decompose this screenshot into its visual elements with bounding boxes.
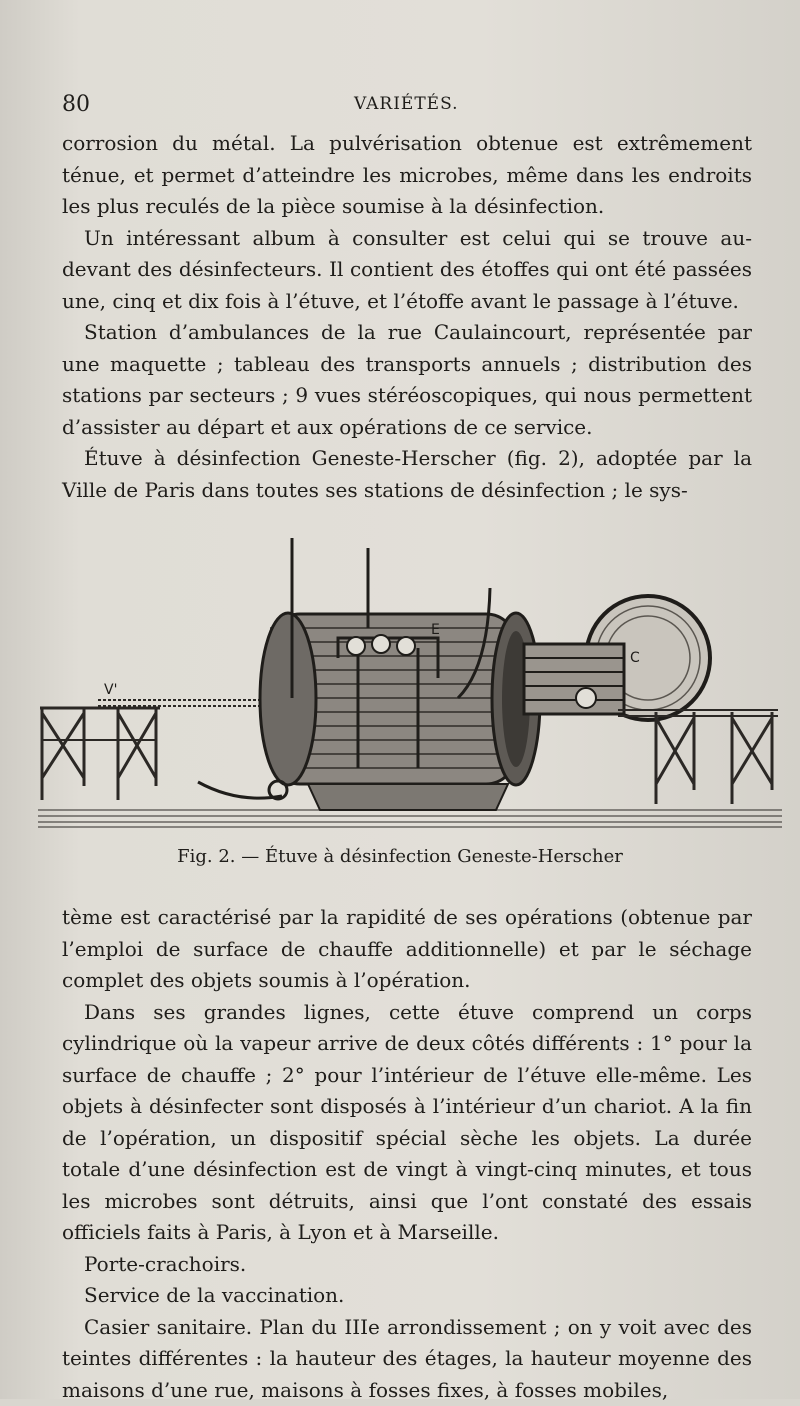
- loading-carriage: [524, 644, 624, 714]
- pressure-gauges: [347, 635, 415, 655]
- label-v-prime: V': [104, 682, 117, 698]
- oven-base: [198, 781, 508, 810]
- paragraph: Étuve à désinfection Geneste-Herscher (fig. 2), adoptée par la Ville de Paris dans toutes ses stations de désinfection ; le sys-: [62, 443, 752, 506]
- paragraph: Service de la vaccination.: [62, 1280, 752, 1312]
- right-trestle: [656, 712, 772, 804]
- running-head: VARIÉTÉS.: [354, 94, 459, 114]
- left-trestle: [40, 708, 160, 800]
- paragraph: Casier sanitaire. Plan du IIIe arrondissement ; on y voit avec des teintes différentes : la hauteur des étages, la hauteur moyenne des maisons d’une rue, maisons à fosses fixes, à fosses mobiles,: [62, 1312, 752, 1406]
- label-c: C: [630, 650, 640, 666]
- paragraph: Porte-crachoirs.: [62, 1249, 752, 1281]
- paragraph: tème est caractérisé par la rapidité de ses opérations (obtenue par l’emploi de surface de chauffe additionnelle) et par le séchage complet des objets soumis à l’opération.: [62, 902, 752, 997]
- page-header: [62, 92, 740, 122]
- paragraph: Station d’ambulances de la rue Caulaincourt, représentée par une maquette ; tableau des transports annuels ; distribution des stations par secteurs ; 9 vues stéréoscopiques, qui nous permettent d’assister au départ et aux opérations de ce service.: [62, 317, 752, 443]
- page-number: 80: [62, 92, 90, 117]
- paragraph: Un intéressant album à consulter est celui qui se trouve au-devant des désinfecteurs. Il contient des étoffes qui ont été passées une, cinq et dix fois à l’étuve, et l’étoffe avant le passage à l’étuve.: [62, 223, 752, 318]
- paragraph: Dans ses grandes lignes, cette étuve comprend un corps cylindrique où la vapeur arrive de deux côtés différents : 1° pour la surface de chauffe ; 2° pour l’intérieur de l’étuve elle-même. Les objets à désinfecter sont disposés à l’intérieur d’un chariot. A la fin de l’opération, un dispositif spécial sèche les objets. La durée totale d’une désinfection est de vingt à vingt-cinq minutes, et tous les microbes sont détruits, ainsi que l’ont constaté des essais officiels faits à Paris, à Lyon et à Marseille.: [62, 997, 752, 1249]
- figure-caption: Fig. 2. — Étuve à désinfection Geneste-Herscher: [0, 846, 800, 867]
- text-block-top: [62, 128, 752, 506]
- steam-disinfection-oven-engraving: [38, 528, 782, 838]
- paragraph: corrosion du métal. La pulvérisation obtenue est extrêmement ténue, et permet d’atteindre les microbes, même dans les endroits les plus reculés de la pièce soumise à la désinfection.: [62, 128, 752, 223]
- label-e: E: [431, 622, 440, 638]
- figure-illustration: [38, 528, 782, 838]
- text-block-bottom: [62, 902, 752, 1406]
